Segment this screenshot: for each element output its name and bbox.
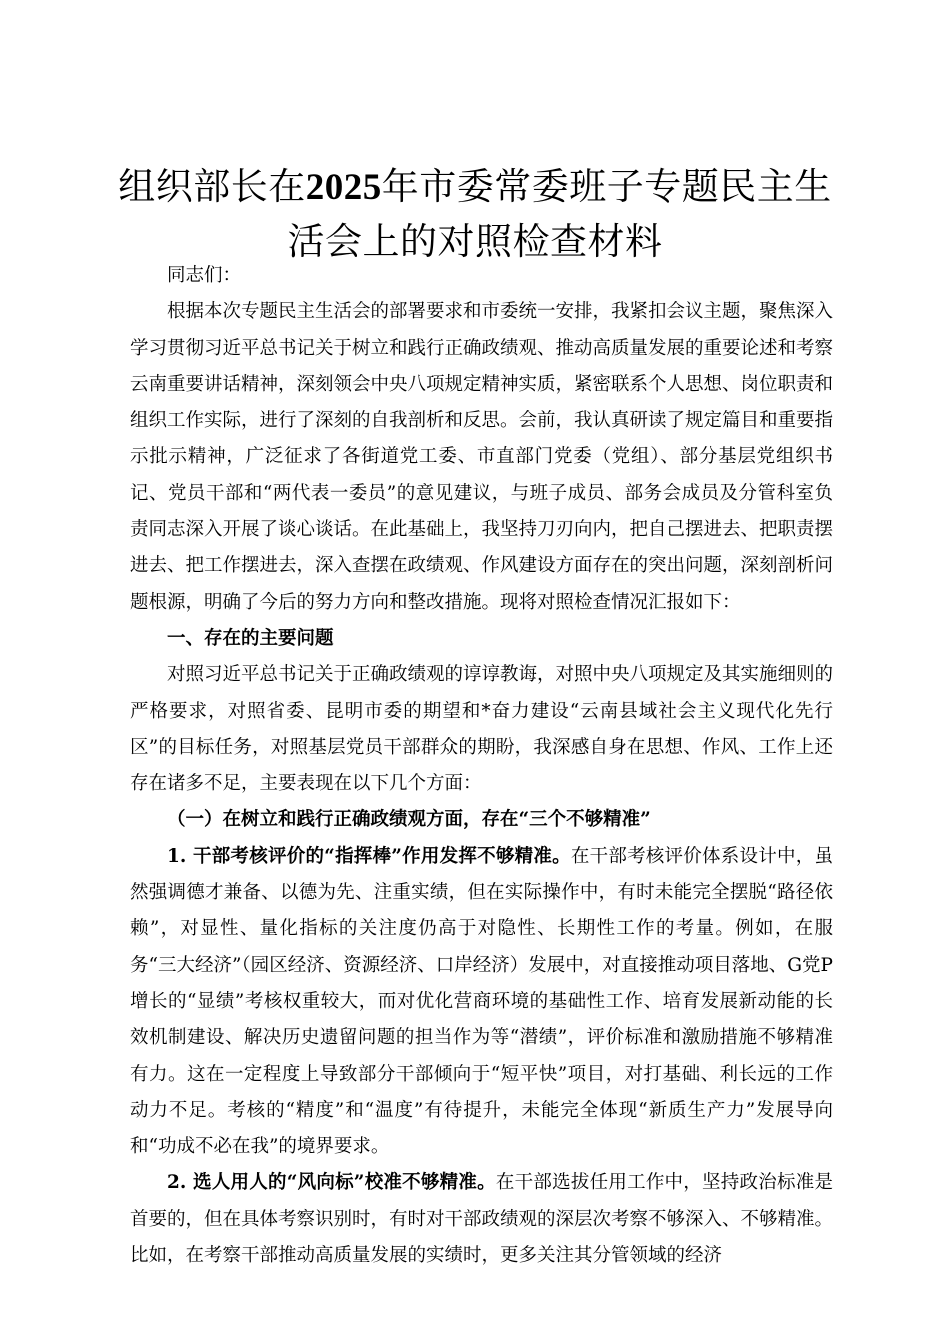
title-year: 2025 [305, 167, 382, 208]
document-body [130, 258, 833, 1274]
item-2-text: 在干部选拔任用工作中，坚持政治标准是首要的，但在具体考察识别时，有时对干部政绩观的深层次考察不够深入、不够精准。比如，在考察干部推动高质量发展的实绩时，更多关注其分管领域的经济 [130, 1172, 834, 1267]
title-text-part1: 组织部长在 [118, 165, 306, 208]
document-title [110, 160, 840, 269]
salutation: 同志们： [167, 265, 242, 286]
subsection-heading: （一）在树立和践行正确政绩观方面，存在“三个不够精准” [167, 809, 651, 831]
intro-paragraph: 根据本次专题民主生活会的部署要求和市委统一安排，我紧扣会议主题，聚焦深入学习贯彻习近平总书记关于树立和践行正确政绩观、推动高质量发展的重要论述和考察云南重要讲话精神，深刻领会中央八项规定精神实质，紧密联系个人思想、岗位职责和组织工作实际，进行了深刻的自我剖析和反思。会前，我认真研读了规定篇目和重要指示批示精神，广泛征求了各街道党工委、市直部门党委（党组）、部分基层党组织书记、党员干部和“两代表一委员”的意见建议，与班子成员、部务会成员及分管科室负责同志深入开展了谈心谈话。在此基础上，我坚持刀刃向内，把自己摆进去、把职责摆进去、把工作摆进去，深入查摆在政绩观、作风建设方面存在的突出问题，深刻剖析问题根源，明确了今后的努力方向和整改措施。现将对照检查情况汇报如下： [130, 301, 834, 613]
title-text-part2: 年市委常委班子专题民主生活会上的对照检查材料 [287, 165, 832, 263]
item-1-paragraph [130, 839, 833, 1166]
item-2-lead: 2. 选人用人的“风向标”校准不够精准。 [167, 1172, 496, 1194]
section-intro-paragraph: 对照习近平总书记关于正确政绩观的谆谆教诲，对照中央八项规定及其实施细则的严格要求，对照省委、昆明市委的期望和*奋力建设“云南县域社会主义现代化先行区”的目标任务，对照基层党员干部群众的期盼，我深感自身在思想、作风、工作上还存在诸多不足，主要表现在以下几个方面： [130, 664, 834, 795]
item-1-text: 在干部考核评价体系设计中，虽然强调德才兼备、以德为先、注重实绩，但在实际操作中，有时未能完全摆脱“路径依赖”，对显性、量化指标的关注度仍高于对隐性、长期性工作的考量。例如，在服务“三大经济”（园区经济、资源经济、口岸经济）发展中，对直接推动项目落地、G党P增长的“显绩”考核权重较大，而对优化营商环境的基础性工作、培育发展新动能的长效机制建设、解决历史遗留问题的担当作为等“潜绩”，评价标准和激励措施不够精准有力。这在一定程度上导致部分干部倾向于“短平快”项目，对打基础、利长远的工作动力不足。考核的“精度”和“温度”有待提升，未能完全体现“新质生产力”发展导向和“功成不必在我”的境界要求。 [130, 845, 833, 1158]
item-1-lead: 1. 干部考核评价的“指挥棒”作用发挥不够精准。 [167, 845, 571, 867]
section-heading: 一、存在的主要问题 [167, 627, 334, 649]
item-2-paragraph [130, 1165, 833, 1274]
